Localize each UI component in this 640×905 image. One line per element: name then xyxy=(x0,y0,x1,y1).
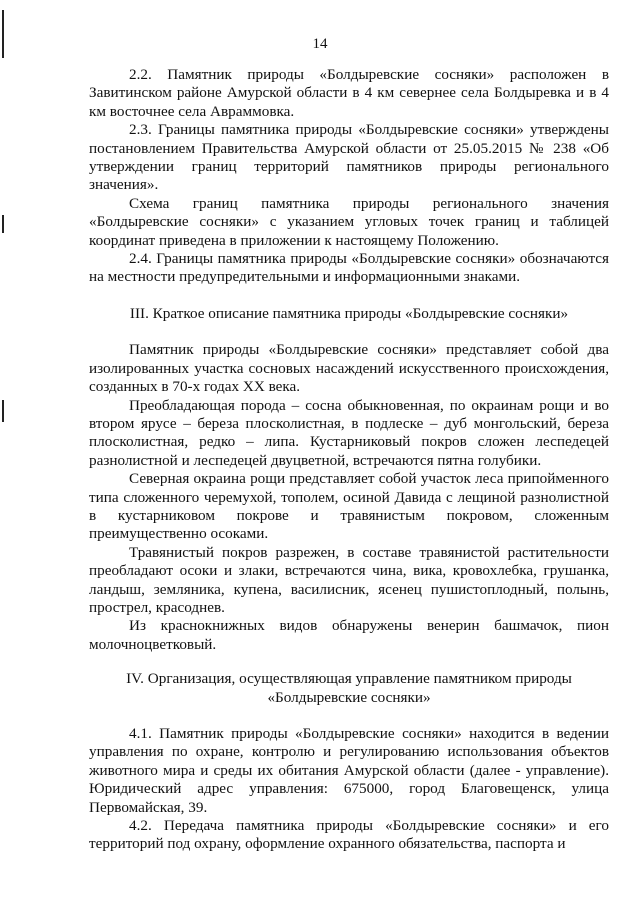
section-heading-4-line2: «Болдыревские сосняки» xyxy=(267,688,431,706)
paragraph-3-3: Северная окраина рощи представляет собой участок леса припойменного типа сложенного черемухой, тополем, осиной Давида с лещиной разнолистной в кустарниковом покрове и травянистым покровом, сложенным преимущественно осоками. xyxy=(89,470,609,543)
scan-edge-mark xyxy=(2,400,4,422)
paragraph-2-2: 2.2. Памятник природы «Болдыревские сосняки» расположен в Завитинском районе Амурской области в 4 км севернее села Болдыревка и в 4 км восточнее села Авраммовка. xyxy=(89,66,609,120)
section-heading-4-line1: IV. Организация, осуществляющая управление памятником природы xyxy=(126,670,572,688)
paragraph-2-4: 2.4. Границы памятника природы «Болдыревские сосняки» обозначаются на местности предупредительными и информационными знаками. xyxy=(89,250,609,286)
paragraph-2-3: 2.3. Границы памятника природы «Болдыревские сосняки» утверждены постановлением Правительства Амурской области от 25.05.2015 № 238 «Об утверждении границ территорий памятников природы регионального значения». xyxy=(89,121,609,194)
paragraph-4-1: 4.1. Памятник природы «Болдыревские сосняки» находится в ведении управления по охране, контролю и регулированию использования объектов животного мира и среды их обитания Амурской области (далее - управление). Юридический адрес управления: 675000, город Благовещенск, улица Первомайская, 39. xyxy=(89,725,609,816)
paragraph-3-2: Преобладающая порода – сосна обыкновенная, по окраинам рощи и во втором ярусе – береза плосколистная, в подлеске – дуб монгольский, береза плосколистная, редко – липа. Кустарниковый покров сложен леспедецей разнолистной и леспедецей двуцветной, встречаются пятна голубики. xyxy=(89,396,609,469)
paragraph-3-5: Из краснокнижных видов обнаружены венерин башмачок, пион молочноцветковый. xyxy=(89,617,609,653)
document-body xyxy=(89,66,609,854)
paragraph-3-4: Травянистый покров разрежен, в составе травянистой растительности преобладают осоки и злаки, встречаются чина, вика, кровохлебка, грушанка, ландыш, земляника, купена, василисник, ясенец пушистоплодный, полынь, прострел, красоднев. xyxy=(89,543,609,616)
paragraph-3-1: Памятник природы «Болдыревские сосняки» представляет собой два изолированных участка сосновых насаждений искусственного происхождения, созданных в 70-х годах XX века. xyxy=(89,341,609,396)
scan-edge-mark xyxy=(2,215,4,233)
paragraph-scheme: Схема границ памятника природы регионального значения «Болдыревские сосняки» с указанием угловых точек границ и таблицей координат приведена в приложении к настоящему Положению. xyxy=(89,194,609,249)
paragraph-4-2: 4.2. Передача памятника природы «Болдыревские сосняки» и его территорий под охрану, оформление охранного обязательства, паспорта и xyxy=(89,817,609,853)
page-number: 14 xyxy=(312,36,328,52)
section-heading-3: III. Краткое описание памятника природы «Болдыревские сосняки» xyxy=(129,304,569,322)
